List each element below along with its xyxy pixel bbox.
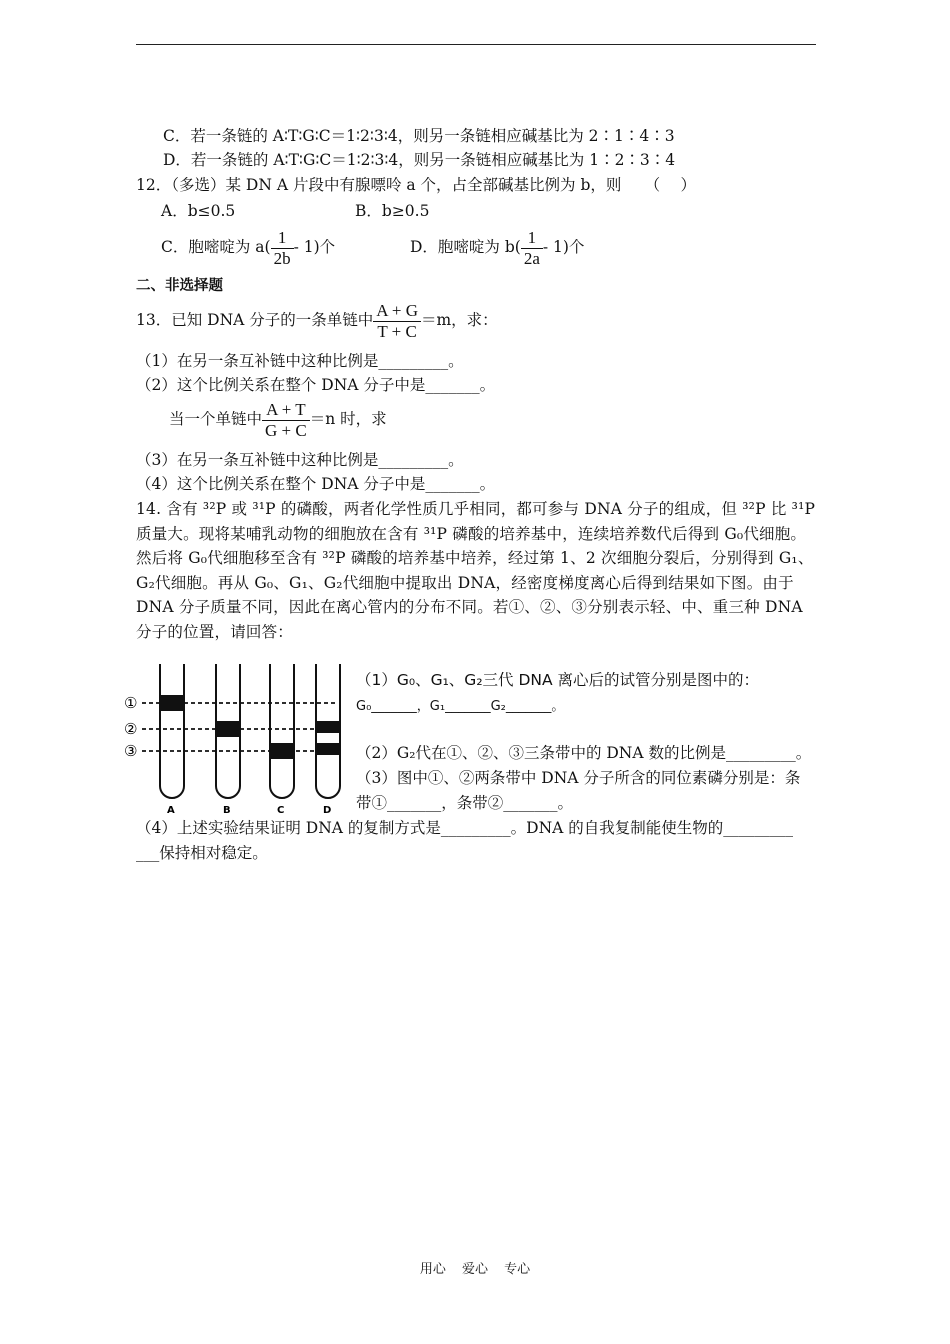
header-rule (136, 44, 816, 45)
tube-a-outline (160, 664, 184, 798)
q12-option-d-post: - 1)个 (542, 238, 585, 257)
band-label-1: ① (124, 694, 138, 712)
q14-sub-3b: 带①_______，条带②_______。 (356, 794, 574, 812)
q13-stem-pre: 13．已知 DNA 分子的一条单链中 (136, 311, 374, 330)
footer-word-3: 专心 (504, 1262, 531, 1277)
q12-option-a: A．b≤0.5 (161, 202, 236, 220)
fraction-numerator: A + T (266, 400, 306, 419)
q14-paragraph: 14. 含有 ³²P 或 ³¹P 的磷酸，两者化学性质几乎相同，都可参与 DNA 分子的组成，但 ³²P 比 ³¹P 质量大。现将某哺乳动物的细胞放在含有 ³¹P 磷酸的培养基中，连续培养数代后得到 G₀代细胞。然后将 G₀代细胞移至含有 ³²P 磷酸的培养基中培养，经过第 1、2 次细胞分裂后，分别得到 G₁、G₂代细胞。再从 G₀、G₁、G₂代细胞中提取出 DNA，经密度梯度离心后得到结果如下图。由于 DNA 分子质量不同，因此在离心管内的分布不同。若①、②、③分别表示轻、中、重三种 DNA 分子的位置，请回答： (136, 500, 816, 641)
fraction-denominator: G + C (262, 420, 310, 441)
q13-fraction-2 (262, 400, 310, 440)
tube-d-band-middle (317, 721, 339, 733)
fraction-numerator: A + G (376, 301, 418, 320)
tube-b-band (217, 721, 239, 737)
centrifuge-tubes-figure (124, 660, 350, 816)
q13-mid-post: ＝n 时，求 (309, 410, 387, 429)
q13-stem-post: ＝m，求： (420, 311, 498, 330)
q12-stem: 12．（多选）某 DN A 片段中有腺嘌呤 a 个，占全部碱基比例为 b，则 （ ） (136, 176, 697, 194)
q14-sub-1a: （1）G₀、G₁、G₂三代 DNA 离心后的试管分别是图中的： (356, 671, 760, 689)
q13-part-3: （3）在另一条互补链中这种比例是_________。 (136, 451, 464, 469)
q11-option-d: D．若一条链的 A∶T∶G∶C＝1∶2∶3∶4，则另一条链相应碱基比为 1∶2∶3∶4 (163, 151, 676, 169)
q11-option-c: C．若一条链的 A∶T∶G∶C＝1∶2∶3∶4，则另一条链相应碱基比为 2∶1∶4∶3 (163, 127, 675, 145)
q14-sub-1b: G₀_______，G₁_______G₂_______。 (356, 699, 565, 714)
tube-label-d: D (323, 805, 332, 816)
tube-a-band (161, 695, 183, 711)
band-label-3: ③ (124, 742, 138, 760)
q13-fraction-1 (373, 301, 421, 341)
tube-label-a: A (167, 805, 175, 816)
q12-option-c (161, 228, 335, 268)
q13-part-1: （1）在另一条互补链中这种比例是_________。 (136, 352, 464, 370)
fraction-denominator: T + C (373, 321, 421, 342)
q14-sub-2: （2）G₂代在①、②、③三条带中的 DNA 数的比例是_________。 (356, 744, 812, 762)
tube-label-b: B (223, 805, 231, 816)
q14-sub-3a: （3）图中①、②两条带中 DNA 分子所含的同位素磷分别是：条 (356, 769, 801, 787)
band-label-2: ② (124, 720, 138, 738)
fraction-numerator: 1 (527, 228, 537, 247)
tube-label-c: C (277, 805, 285, 816)
q13-stem (136, 301, 498, 341)
q13-part-2: （2）这个比例关系在整个 DNA 分子中是_______。 (136, 376, 496, 394)
footer-word-1: 用心 (419, 1262, 446, 1277)
tube-d-band-heavy (317, 743, 339, 755)
q13-mid (169, 400, 387, 440)
q12-option-d-pre: D．胞嘧啶为 b( (410, 238, 521, 257)
q12-option-b: B．b≥0.5 (355, 202, 430, 220)
q12-option-c-fraction (271, 228, 294, 268)
q13-part-4: （4）这个比例关系在整个 DNA 分子中是_______。 (136, 475, 496, 493)
q14-sub-4a: （4）上述实验结果证明 DNA 的复制方式是_________。DNA 的自我复制能使生物的_________ (136, 819, 794, 837)
tube-c-band (271, 743, 293, 759)
q13-mid-pre: 当一个单链中 (169, 410, 263, 429)
q14-sub-4b: ___保持相对稳定。 (136, 844, 268, 862)
fraction-denominator: 2b (271, 248, 294, 269)
section-title: 二、非选择题 (136, 278, 223, 294)
q12-option-c-pre: C．胞嘧啶为 a( (161, 238, 271, 257)
q12-option-d-fraction (521, 228, 543, 268)
q12-option-d (410, 228, 584, 268)
fraction-denominator: 2a (521, 248, 543, 269)
q12-option-c-post: - 1)个 (293, 238, 336, 257)
footer-word-2: 爱心 (461, 1262, 488, 1277)
fraction-numerator: 1 (277, 228, 287, 247)
tube-c-outline (270, 664, 294, 798)
page-footer (0, 1258, 950, 1277)
